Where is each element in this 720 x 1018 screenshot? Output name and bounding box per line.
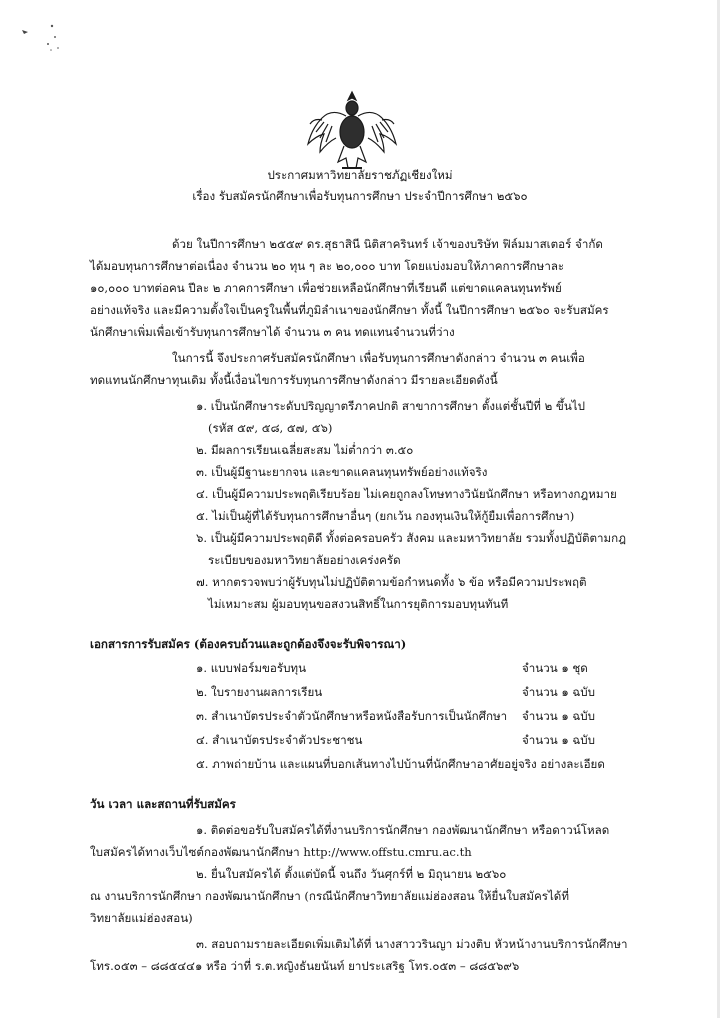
- document-item-qty: จำนวน ๑ ฉบับ: [522, 709, 596, 723]
- intro-line: ด้วย ในปีการศึกษา ๒๕๕๙ ดร.สุธาสินี นิติสาครินทร์ เจ้าของบริษัท ฟิล์มมาสเตอร์ จำกัด: [172, 237, 603, 251]
- document-item-label: ๔. สำเนาบัตรประจำตัวประชาชน: [196, 733, 363, 747]
- condition-item-continued: (รหัส ๕๙, ๕๘, ๕๗, ๕๖): [208, 421, 333, 435]
- document-item-label: ๓. สำเนาบัตรประจำตัวนักศึกษาหรือหนังสือรับการเป็นนักศึกษา: [196, 709, 508, 723]
- schedule-heading: วัน เวลา และสถานที่รับสมัคร: [90, 797, 236, 811]
- condition-item: ๒. มีผลการเรียนเฉลี่ยสะสม ไม่ต่ำกว่า ๓.๕๐: [196, 443, 414, 457]
- intro-line: ได้มอบทุนการศึกษาต่อเนื่อง จำนวน ๒๐ ทุน ๆ ละ ๒๐,๐๐๐ บาท โดยแบ่งมอบให้ภาคการศึกษาละ: [90, 259, 565, 273]
- schedule-line: วิทยาลัยแม่ฮ่องสอน): [90, 911, 193, 925]
- document-item-qty: จำนวน ๑ ชุด: [522, 661, 588, 675]
- schedule-line: ใบสมัครได้ทางเว็บไซต์กองพัฒนานักศึกษา http://www.offstu.cmru.ac.th: [90, 845, 472, 859]
- para2-line: ทดแทนนักศึกษาทุนเดิม ทั้งนี้เงื่อนไขการรับทุนการศึกษาดังกล่าว มีรายละเอียดดังนี้: [90, 373, 498, 387]
- scan-speck-marks: [18, 6, 78, 56]
- schedule-line: ๓. สอบถามรายละเอียดเพิ่มเติมได้ที่ นางสาววรินญา ม่วงติบ หัวหน้างานบริการนักศึกษา: [196, 937, 628, 951]
- condition-item: ๗. หากตรวจพบว่าผู้รับทุนไม่ปฏิบัติตามข้อกำหนดทั้ง ๖ ข้อ หรือมีความประพฤติ: [196, 575, 587, 589]
- schedule-line: ณ งานบริการนักศึกษา กองพัฒนานักศึกษา (กรณีนักศึกษาวิทยาลัยแม่ฮ่องสอน ให้ยื่นใบสมัครได้ที่: [90, 889, 569, 903]
- condition-item-continued: ไม่เหมาะสม ผู้มอบทุนขอสงวนสิทธิ์ในการยุติการมอบทุนทันที: [208, 597, 509, 611]
- para2-line: ในการนี้ จึงประกาศรับสมัครนักศึกษา เพื่อรับทุนการศึกษาดังกล่าว จำนวน ๓ คนเพื่อ: [172, 351, 585, 365]
- condition-item-continued: ระเบียบของมหาวิทยาลัยอย่างเคร่งครัด: [208, 553, 401, 567]
- condition-item: ๕. ไม่เป็นผู้ที่ได้รับทุนการศึกษาอื่นๆ (ยกเว้น กองทุนเงินให้กู้ยืมเพื่อการศึกษา): [196, 509, 575, 523]
- condition-item: ๑. เป็นนักศึกษาระดับปริญญาตรีภาคปกติ สาขาการศึกษา ตั้งแต่ชั้นปีที่ ๒ ขึ้นไป: [196, 399, 585, 413]
- document-item-label: ๕. ภาพถ่ายบ้าน และแผนที่บอกเส้นทางไปบ้านที่นักศึกษาอาศัยอยู่จริง อย่างละเอียด: [196, 757, 605, 771]
- document-item-qty: จำนวน ๑ ฉบับ: [522, 733, 596, 747]
- condition-item: ๓. เป็นผู้มีฐานะยากจน และขาดแคลนทุนทรัพย์อย่างแท้จริง: [196, 465, 488, 479]
- condition-item: ๖. เป็นผู้มีความประพฤติดี ทั้งต่อครอบครัว สังคม และมหาวิทยาลัย รวมทั้งปฏิบัติตามกฎ: [196, 531, 626, 545]
- document-item-label: ๑. แบบฟอร์มขอรับทุน: [196, 661, 307, 675]
- intro-line: อย่างแท้จริง และมีความตั้งใจเป็นครูในพื้นที่ภูมิลำเนาของนักศึกษา ทั้งนี้ ในปีการศึกษา ๒๕๖๐ จะรับสมัคร: [90, 303, 609, 317]
- documents-heading: เอกสารการรับสมัคร (ต้องครบถ้วนและถูกต้องจึงจะรับพิจารณา): [90, 637, 407, 651]
- intro-line: ๑๐,๐๐๐ บาทต่อคน ปีละ ๒ ภาคการศึกษา เพื่อช่วยเหลือนักศึกษาที่เรียนดี แต่ขาดแคลนทุนทรัพย์: [90, 281, 562, 295]
- announcement-title: ประกาศมหาวิทยาลัยราชภัฏเชียงใหม่: [267, 168, 453, 182]
- announcement-subject: เรื่อง รับสมัครนักศึกษาเพื่อรับทุนการศึกษา ประจำปีการศึกษา ๒๕๖๐: [192, 189, 528, 203]
- schedule-line: ๒. ยื่นใบสมัครได้ ตั้งแต่บัดนี้ จนถึง วันศุกร์ที่ ๒ มิถุนายน ๒๕๖๐: [196, 867, 507, 881]
- garuda-emblem-icon: [302, 88, 402, 172]
- document-item-label: ๒. ใบรายงานผลการเรียน: [196, 685, 323, 699]
- document-item-qty: จำนวน ๑ ฉบับ: [522, 685, 596, 699]
- intro-line: นักศึกษาเพิ่มเพื่อเข้ารับทุนการศึกษาได้ จำนวน ๓ คน ทดแทนจำนวนที่ว่าง: [90, 325, 455, 339]
- condition-item: ๔. เป็นผู้มีความประพฤติเรียบร้อย ไม่เคยถูกลงโทษทางวินัยนักศึกษา หรือทางกฎหมาย: [196, 487, 617, 501]
- schedule-line: โทร.๐๕๓ – ๘๘๕๔๔๑ หรือ ว่าที่ ร.ต.หญิงธันยนันท์ ยาประเสริฐ โทร.๐๕๓ – ๘๘๕๖๙๖: [90, 959, 520, 973]
- schedule-line: ๑. ติดต่อขอรับใบสมัครได้ที่งานบริการนักศึกษา กองพัฒนานักศึกษา หรือดาวน์โหลด: [196, 823, 610, 837]
